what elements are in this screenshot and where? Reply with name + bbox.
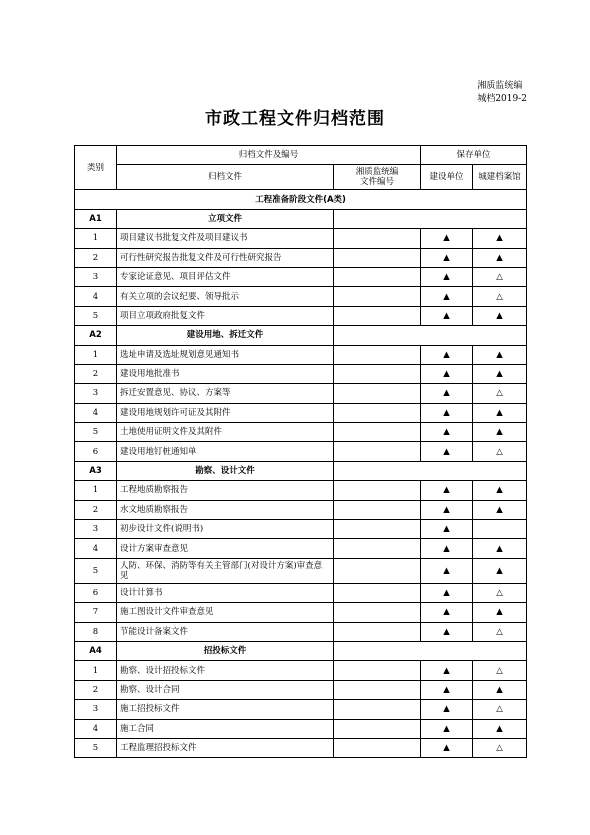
construction-unit-mark: ▲ — [421, 680, 473, 699]
row-numbering-cell — [334, 306, 421, 325]
table-row — [75, 364, 527, 383]
row-number: 4 — [75, 287, 117, 306]
section-row-a1 — [75, 209, 527, 228]
table-row — [75, 384, 527, 403]
table-row — [75, 403, 527, 422]
section-title: 建设用地、拆迁文件 — [117, 326, 334, 345]
row-number: 1 — [75, 661, 117, 680]
row-number: 5 — [75, 738, 117, 757]
row-number: 1 — [75, 229, 117, 248]
table-row — [75, 558, 527, 583]
table-row — [75, 442, 527, 461]
row-numbering-cell — [334, 364, 421, 383]
stage-title: 工程准备阶段文件(A类) — [75, 190, 527, 209]
row-file-name: 人防、环保、消防等有关主管部门(对设计方案)审查意见 — [117, 558, 334, 583]
urban-archive-mark: ▲ — [473, 306, 527, 325]
row-file-name: 设计方案审查意见 — [117, 539, 334, 558]
row-numbering-cell — [334, 345, 421, 364]
row-file-name: 初步设计文件(说明书) — [117, 520, 334, 539]
row-number: 1 — [75, 345, 117, 364]
construction-unit-mark: ▲ — [421, 248, 473, 267]
urban-archive-mark: △ — [473, 384, 527, 403]
table-row — [75, 306, 527, 325]
table-row — [75, 287, 527, 306]
row-number: 4 — [75, 719, 117, 738]
construction-unit-mark: ▲ — [421, 603, 473, 622]
urban-archive-mark: △ — [473, 700, 527, 719]
construction-unit-mark: ▲ — [421, 622, 473, 641]
construction-unit-mark: ▲ — [421, 719, 473, 738]
row-numbering-cell — [334, 248, 421, 267]
construction-unit-mark: ▲ — [421, 403, 473, 422]
construction-unit-mark: ▲ — [421, 520, 473, 539]
row-numbering-cell — [334, 622, 421, 641]
row-number: 8 — [75, 622, 117, 641]
urban-archive-mark: △ — [473, 622, 527, 641]
table-row — [75, 345, 527, 364]
urban-archive-mark: ▲ — [473, 248, 527, 267]
header-category: 类别 — [75, 146, 117, 190]
table-row — [75, 583, 527, 602]
section-row-a3 — [75, 461, 527, 480]
urban-archive-mark: ▲ — [473, 229, 527, 248]
row-numbering-cell — [334, 661, 421, 680]
table-row — [75, 738, 527, 757]
row-numbering-cell — [334, 719, 421, 738]
urban-archive-mark: △ — [473, 661, 527, 680]
archive-scope-table — [74, 145, 527, 758]
row-number: 5 — [75, 306, 117, 325]
section-title: 立项文件 — [117, 209, 334, 228]
table-row — [75, 700, 527, 719]
construction-unit-mark: ▲ — [421, 442, 473, 461]
document-code-line1: 湘质监统编 — [477, 81, 523, 91]
row-file-name: 可行性研究报告批复文件及可行性研究报告 — [117, 248, 334, 267]
row-number: 3 — [75, 700, 117, 719]
construction-unit-mark: ▲ — [421, 539, 473, 558]
row-file-name: 拆迁安置意见、协议、方案等 — [117, 384, 334, 403]
section-title: 勘察、设计文件 — [117, 461, 334, 480]
row-file-name: 建设用地批准书 — [117, 364, 334, 383]
urban-archive-mark: ▲ — [473, 345, 527, 364]
row-file-name: 项目立项政府批复文件 — [117, 306, 334, 325]
section-code: A1 — [75, 209, 117, 228]
row-numbering-cell — [334, 680, 421, 699]
row-file-name: 勘察、设计招投标文件 — [117, 661, 334, 680]
section-empty-cell — [334, 209, 527, 228]
header-urban-archive: 城建档案馆 — [473, 165, 527, 190]
urban-archive-mark: ▲ — [473, 719, 527, 738]
construction-unit-mark: ▲ — [421, 384, 473, 403]
row-numbering-cell — [334, 229, 421, 248]
header-file-and-number: 归档文件及编号 — [117, 146, 421, 165]
row-numbering-cell — [334, 423, 421, 442]
section-row-a2 — [75, 326, 527, 345]
table-row — [75, 539, 527, 558]
row-numbering-cell — [334, 442, 421, 461]
header-archive-file: 归档文件 — [117, 165, 334, 190]
table-row — [75, 229, 527, 248]
row-numbering-cell — [334, 481, 421, 500]
construction-unit-mark: ▲ — [421, 364, 473, 383]
row-numbering-cell — [334, 520, 421, 539]
row-number: 1 — [75, 481, 117, 500]
urban-archive-mark: △ — [473, 738, 527, 757]
row-number: 2 — [75, 248, 117, 267]
urban-archive-mark: △ — [473, 287, 527, 306]
urban-archive-mark: △ — [473, 442, 527, 461]
urban-archive-mark: ▲ — [473, 539, 527, 558]
urban-archive-mark: ▲ — [473, 364, 527, 383]
section-empty-cell — [334, 641, 527, 660]
row-number: 5 — [75, 423, 117, 442]
row-file-name: 施工合同 — [117, 719, 334, 738]
table-row — [75, 520, 527, 539]
urban-archive-mark: ▲ — [473, 500, 527, 519]
construction-unit-mark: ▲ — [421, 306, 473, 325]
urban-archive-mark — [473, 520, 527, 539]
row-file-name: 水文地质勘察报告 — [117, 500, 334, 519]
row-file-name: 土地使用证明文件及其附件 — [117, 423, 334, 442]
table-row — [75, 622, 527, 641]
table-row — [75, 481, 527, 500]
stage-row — [75, 190, 527, 209]
row-number: 2 — [75, 680, 117, 699]
construction-unit-mark: ▲ — [421, 481, 473, 500]
row-number: 2 — [75, 500, 117, 519]
table-row — [75, 267, 527, 286]
row-number: 3 — [75, 520, 117, 539]
table-row — [75, 603, 527, 622]
row-numbering-cell — [334, 558, 421, 583]
table-row — [75, 423, 527, 442]
row-number: 4 — [75, 539, 117, 558]
row-file-name: 工程地质勘察报告 — [117, 481, 334, 500]
row-number: 6 — [75, 442, 117, 461]
row-numbering-cell — [334, 738, 421, 757]
row-numbering-cell — [334, 603, 421, 622]
urban-archive-mark: ▲ — [473, 481, 527, 500]
row-number: 3 — [75, 267, 117, 286]
construction-unit-mark: ▲ — [421, 661, 473, 680]
construction-unit-mark: ▲ — [421, 229, 473, 248]
row-file-name: 施工招投标文件 — [117, 700, 334, 719]
urban-archive-mark: ▲ — [473, 603, 527, 622]
page-title: 市政工程文件归档范围 — [205, 109, 385, 129]
row-file-name: 施工图设计文件审查意见 — [117, 603, 334, 622]
row-numbering-cell — [334, 287, 421, 306]
row-numbering-cell — [334, 583, 421, 602]
row-number: 5 — [75, 558, 117, 583]
document-code — [477, 80, 527, 106]
row-file-name: 勘察、设计合同 — [117, 680, 334, 699]
section-code: A4 — [75, 641, 117, 660]
table-row — [75, 500, 527, 519]
row-file-name: 建设用地钉桩通知单 — [117, 442, 334, 461]
row-file-name: 工程监理招投标文件 — [117, 738, 334, 757]
urban-archive-mark: △ — [473, 583, 527, 602]
row-file-name: 专家论证意见、项目评估文件 — [117, 267, 334, 286]
row-number: 4 — [75, 403, 117, 422]
row-file-name: 设计计算书 — [117, 583, 334, 602]
construction-unit-mark: ▲ — [421, 558, 473, 583]
row-file-name: 项目建议书批复文件及项目建议书 — [117, 229, 334, 248]
header-construction-unit: 建设单位 — [421, 165, 473, 190]
row-file-name: 建设用地规划许可证及其附件 — [117, 403, 334, 422]
section-title: 招投标文件 — [117, 641, 334, 660]
row-number: 3 — [75, 384, 117, 403]
header-numbering: 湘质监统编 文件编号 — [334, 165, 421, 190]
section-empty-cell — [334, 326, 527, 345]
row-number: 6 — [75, 583, 117, 602]
construction-unit-mark: ▲ — [421, 738, 473, 757]
header-keep-unit: 保存单位 — [421, 146, 527, 165]
section-row-a4 — [75, 641, 527, 660]
row-numbering-cell — [334, 700, 421, 719]
urban-archive-mark: △ — [473, 267, 527, 286]
row-numbering-cell — [334, 403, 421, 422]
construction-unit-mark: ▲ — [421, 700, 473, 719]
construction-unit-mark: ▲ — [421, 500, 473, 519]
construction-unit-mark: ▲ — [421, 583, 473, 602]
section-code: A3 — [75, 461, 117, 480]
urban-archive-mark: ▲ — [473, 558, 527, 583]
row-numbering-cell — [334, 500, 421, 519]
row-number: 2 — [75, 364, 117, 383]
row-number: 7 — [75, 603, 117, 622]
row-file-name: 节能设计备案文件 — [117, 622, 334, 641]
table-row — [75, 719, 527, 738]
construction-unit-mark: ▲ — [421, 345, 473, 364]
urban-archive-mark: ▲ — [473, 403, 527, 422]
table-header-row-1 — [75, 146, 527, 165]
table-header-row-2 — [75, 165, 527, 190]
urban-archive-mark: ▲ — [473, 680, 527, 699]
row-numbering-cell — [334, 267, 421, 286]
table-row — [75, 680, 527, 699]
row-numbering-cell — [334, 384, 421, 403]
section-empty-cell — [334, 461, 527, 480]
construction-unit-mark: ▲ — [421, 267, 473, 286]
section-code: A2 — [75, 326, 117, 345]
construction-unit-mark: ▲ — [421, 423, 473, 442]
table-row — [75, 661, 527, 680]
table-row — [75, 248, 527, 267]
urban-archive-mark: ▲ — [473, 423, 527, 442]
row-file-name: 有关立项的会议纪要、领导批示 — [117, 287, 334, 306]
document-code-line2: 城档2019-2 — [477, 94, 527, 104]
row-file-name: 选址申请及选址规划意见通知书 — [117, 345, 334, 364]
construction-unit-mark: ▲ — [421, 287, 473, 306]
row-numbering-cell — [334, 539, 421, 558]
